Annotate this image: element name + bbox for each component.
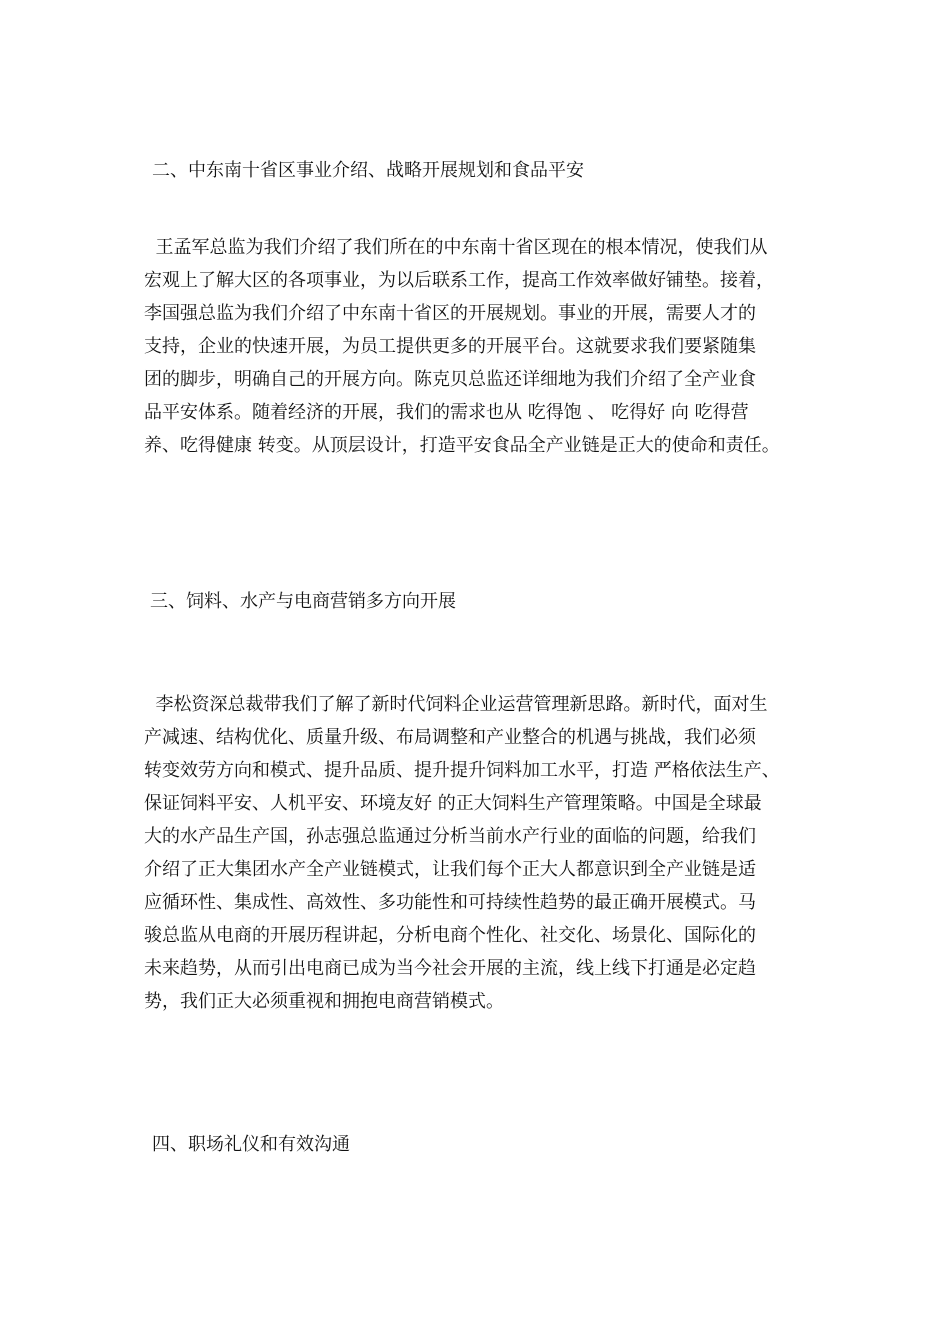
paragraph-line: 势，我们正大必须重视和拥抱电商营销模式。 [144,991,504,1012]
paragraph-line: 转变效劳方向和模式、提升品质、提升提升饲料加工水平，打造 严格依法生产、 [144,760,780,781]
paragraph-line: 未来趋势，从而引出电商已成为当今社会开展的主流，线上线下打通是必定趋 [144,958,756,979]
paragraph-line: 品平安体系。随着经济的开展，我们的需求也从 吃得饱 、 吃得好 向 吃得营 [144,402,749,423]
paragraph-line: 骏总监从电商的开展历程讲起，分析电商个性化、社交化、场景化、国际化的 [144,925,756,946]
paragraph-line: 保证饲料平安、人机平安、环境友好 的正大饲料生产管理策略。中国是全球最 [144,793,762,814]
section-paragraph-3 [144,688,844,1018]
paragraph-line: 李松资深总裁带我们了解了新时代饲料企业运营管理新思路。新时代，面对生 [144,694,768,715]
paragraph-line: 宏观上了解大区的各项事业，为以后联系工作，提高工作效率做好铺垫。接着， [144,270,774,291]
paragraph-line: 李国强总监为我们介绍了中东南十省区的开展规划。事业的开展，需要人才的 [144,303,756,324]
paragraph-line: 养、吃得健康 转变。从顶层设计，打造平安食品全产业链是正大的使命和责任。 [144,435,780,456]
section-heading-3: 三、饲料、水产与电商营销多方向开展 [150,591,456,612]
paragraph-line: 大的水产品生产国，孙志强总监通过分析当前水产行业的面临的问题，给我们 [144,826,756,847]
paragraph-line: 支持，企业的快速开展，为员工提供更多的开展平台。这就要求我们要紧随集 [144,336,756,357]
paragraph-line: 应循环性、集成性、高效性、多功能性和可持续性趋势的最正确开展模式。马 [144,892,756,913]
section-heading-4: 四、职场礼仪和有效沟通 [152,1134,350,1155]
paragraph-line: 介绍了正大集团水产全产业链模式，让我们每个正大人都意识到全产业链是适 [144,859,756,880]
paragraph-line: 产减速、结构优化、质量升级、布局调整和产业整合的机遇与挑战，我们必须 [144,727,756,748]
section-paragraph-2 [144,231,844,462]
paragraph-line: 团的脚步，明确自己的开展方向。陈克贝总监还详细地为我们介绍了全产业食 [144,369,756,390]
section-heading-2: 二、中东南十省区事业介绍、战略开展规划和食品平安 [152,160,584,181]
paragraph-line: 王孟军总监为我们介绍了我们所在的中东南十省区现在的根本情况，使我们从 [144,237,768,258]
